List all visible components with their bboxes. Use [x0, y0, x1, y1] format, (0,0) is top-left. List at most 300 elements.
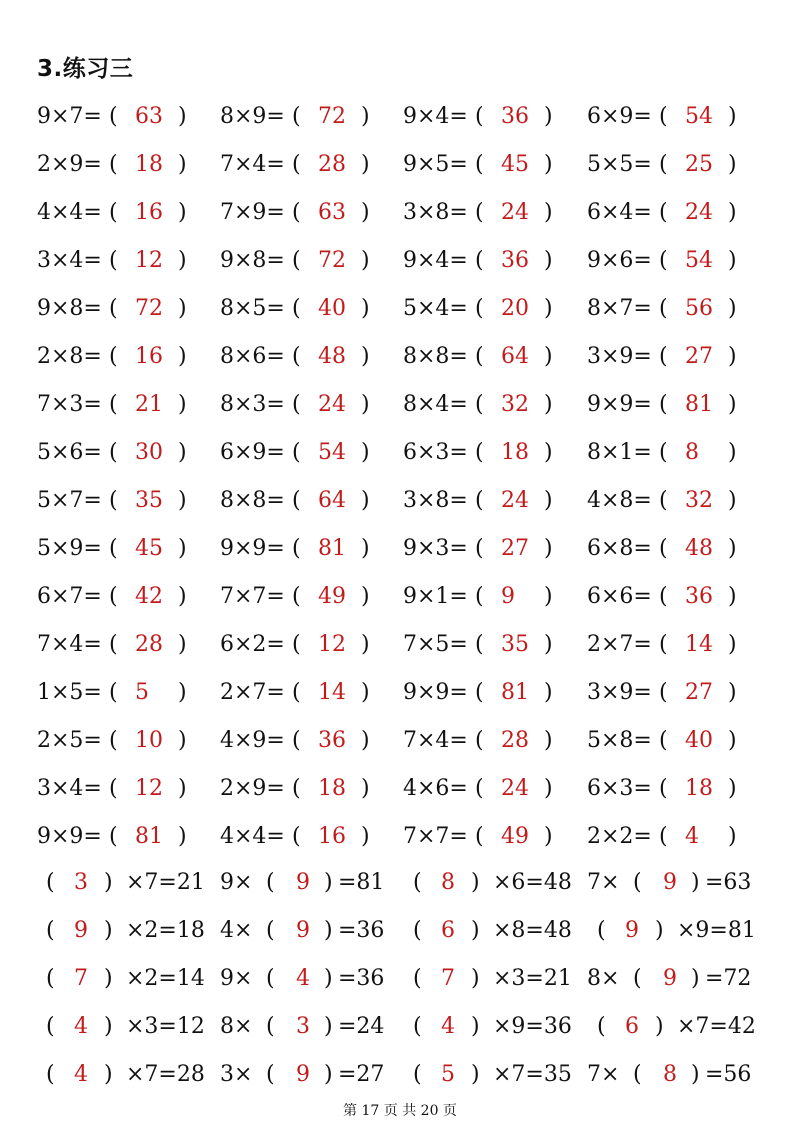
open-paren: ( [109, 392, 118, 417]
multiplication-problem [403, 289, 578, 329]
answer: 9 [296, 1062, 310, 1087]
open-paren: ( [292, 584, 301, 609]
answer: 21 [135, 392, 163, 417]
equation: 2×8= [37, 344, 102, 369]
problem-row [0, 959, 800, 999]
close-paren: ) [544, 584, 553, 609]
problem-row [0, 721, 800, 761]
equation-suffix: ×6=48 [493, 870, 572, 895]
close-paren: ) [471, 918, 480, 943]
problem-row [0, 577, 800, 617]
equation-suffix: ×8=48 [493, 918, 572, 943]
missing-factor-problem [46, 911, 226, 951]
answer: 6 [625, 1014, 639, 1039]
equation-suffix: ×7=21 [126, 870, 205, 895]
equation-suffix: =36 [338, 918, 385, 943]
multiplication-problem [37, 529, 212, 569]
equation-suffix: =24 [338, 1014, 385, 1039]
multiplication-problem [403, 817, 578, 857]
open-paren: ( [292, 440, 301, 465]
equation: 6×4= [587, 200, 652, 225]
open-paren: ( [292, 392, 301, 417]
equation: 5×9= [37, 536, 102, 561]
equation: 9×9= [220, 536, 285, 561]
answer: 48 [685, 536, 713, 561]
multiplication-problem [37, 337, 212, 377]
close-paren: ) [544, 200, 553, 225]
answer: 9 [501, 584, 515, 609]
open-paren: ( [659, 296, 668, 321]
close-paren: ) [728, 776, 737, 801]
close-paren: ) [691, 966, 700, 991]
problem-row [0, 433, 800, 473]
close-paren: ) [324, 966, 333, 991]
open-paren: ( [413, 918, 422, 943]
open-paren: ( [659, 584, 668, 609]
open-paren: ( [659, 632, 668, 657]
open-paren: ( [413, 870, 422, 895]
open-paren: ( [475, 584, 484, 609]
equation: 6×6= [587, 584, 652, 609]
answer: 72 [135, 296, 163, 321]
open-paren: ( [659, 392, 668, 417]
equation: 2×5= [37, 728, 102, 753]
open-paren: ( [475, 776, 484, 801]
equation: 9×6= [587, 248, 652, 273]
multiplication-problem [220, 145, 395, 185]
answer: 64 [501, 344, 529, 369]
multiplication-problem [37, 769, 212, 809]
answer: 4 [74, 1014, 88, 1039]
equation-suffix: ×7=28 [126, 1062, 205, 1087]
answer: 49 [318, 584, 346, 609]
equation: 8×5= [220, 296, 285, 321]
equation: 6×9= [220, 440, 285, 465]
answer: 28 [318, 152, 346, 177]
missing-factor-problem [403, 1055, 583, 1095]
close-paren: ) [361, 584, 370, 609]
answer: 9 [625, 918, 639, 943]
open-paren: ( [109, 248, 118, 273]
open-paren: ( [109, 536, 118, 561]
close-paren: ) [324, 918, 333, 943]
close-paren: ) [178, 728, 187, 753]
answer: 81 [501, 680, 529, 705]
open-paren: ( [475, 632, 484, 657]
close-paren: ) [544, 488, 553, 513]
close-paren: ) [178, 488, 187, 513]
problem-row [0, 145, 800, 185]
open-paren: ( [109, 632, 118, 657]
answer: 12 [135, 248, 163, 273]
answer: 32 [501, 392, 529, 417]
answer: 24 [501, 776, 529, 801]
equation: 5×8= [587, 728, 652, 753]
close-paren: ) [361, 632, 370, 657]
multiplication-problem [587, 721, 762, 761]
answer: 5 [135, 680, 149, 705]
multiplication-problem [587, 337, 762, 377]
answer: 36 [685, 584, 713, 609]
answer: 18 [135, 152, 163, 177]
equation: 9×4= [403, 248, 468, 273]
open-paren: ( [292, 632, 301, 657]
close-paren: ) [728, 392, 737, 417]
multiplication-problem [220, 97, 395, 137]
answer: 27 [501, 536, 529, 561]
answer: 8 [441, 870, 455, 895]
open-paren: ( [266, 966, 275, 991]
answer: 36 [501, 104, 529, 129]
problem-row [0, 385, 800, 425]
missing-factor-problem [220, 863, 400, 903]
close-paren: ) [544, 344, 553, 369]
answer: 6 [441, 918, 455, 943]
multiplication-problem [220, 817, 395, 857]
answer: 25 [685, 152, 713, 177]
equation: 2×7= [587, 632, 652, 657]
multiplication-problem [37, 625, 212, 665]
multiplication-problem [587, 193, 762, 233]
open-paren: ( [659, 440, 668, 465]
close-paren: ) [471, 1014, 480, 1039]
equation-suffix: ×9=81 [677, 918, 756, 943]
close-paren: ) [544, 632, 553, 657]
answer: 27 [685, 344, 713, 369]
problem-row [0, 241, 800, 281]
equation: 8×7= [587, 296, 652, 321]
close-paren: ) [544, 680, 553, 705]
equation: 8×6= [220, 344, 285, 369]
answer: 81 [685, 392, 713, 417]
multiplication-problem [403, 385, 578, 425]
open-paren: ( [109, 344, 118, 369]
close-paren: ) [178, 632, 187, 657]
equation-prefix: 4× [220, 918, 253, 943]
missing-factor-problem [46, 959, 226, 999]
open-paren: ( [292, 104, 301, 129]
equation: 2×2= [587, 824, 652, 849]
close-paren: ) [104, 1014, 113, 1039]
close-paren: ) [178, 392, 187, 417]
answer: 32 [685, 488, 713, 513]
multiplication-problem [587, 529, 762, 569]
multiplication-problem [37, 289, 212, 329]
close-paren: ) [361, 392, 370, 417]
equation: 6×7= [37, 584, 102, 609]
equation: 9×4= [403, 104, 468, 129]
close-paren: ) [471, 1062, 480, 1087]
close-paren: ) [691, 1062, 700, 1087]
open-paren: ( [292, 680, 301, 705]
multiplication-problem [403, 529, 578, 569]
problem-row [0, 529, 800, 569]
close-paren: ) [361, 344, 370, 369]
equation: 8×8= [220, 488, 285, 513]
equation: 9×1= [403, 584, 468, 609]
open-paren: ( [475, 392, 484, 417]
answer: 20 [501, 296, 529, 321]
multiplication-problem [220, 289, 395, 329]
equation: 5×4= [403, 296, 468, 321]
close-paren: ) [178, 584, 187, 609]
page-footer: 第 17 页 共 20 页 [343, 1103, 457, 1119]
multiplication-problem [403, 97, 578, 137]
equation-prefix: 8× [220, 1014, 253, 1039]
answer: 24 [501, 488, 529, 513]
open-paren: ( [266, 870, 275, 895]
missing-factor-problem [403, 959, 583, 999]
answer: 24 [318, 392, 346, 417]
multiplication-problem [220, 385, 395, 425]
multiplication-problem [403, 625, 578, 665]
close-paren: ) [104, 918, 113, 943]
open-paren: ( [475, 440, 484, 465]
answer: 9 [296, 870, 310, 895]
equation-prefix: 7× [587, 870, 620, 895]
close-paren: ) [361, 680, 370, 705]
close-paren: ) [178, 104, 187, 129]
equation: 9×9= [403, 680, 468, 705]
equation: 4×4= [220, 824, 285, 849]
open-paren: ( [475, 728, 484, 753]
open-paren: ( [292, 200, 301, 225]
open-paren: ( [475, 200, 484, 225]
answer: 36 [501, 248, 529, 273]
problem-row [0, 337, 800, 377]
problem-row [0, 481, 800, 521]
equation: 7×4= [37, 632, 102, 657]
multiplication-problem [403, 337, 578, 377]
close-paren: ) [324, 870, 333, 895]
missing-factor-problem [46, 863, 226, 903]
answer: 63 [318, 200, 346, 225]
open-paren: ( [109, 824, 118, 849]
open-paren: ( [109, 200, 118, 225]
multiplication-problem [403, 145, 578, 185]
equation: 2×7= [220, 680, 285, 705]
open-paren: ( [46, 870, 55, 895]
answer: 14 [685, 632, 713, 657]
open-paren: ( [475, 824, 484, 849]
open-paren: ( [109, 104, 118, 129]
multiplication-problem [37, 673, 212, 713]
close-paren: ) [361, 536, 370, 561]
equation-prefix: 9× [220, 966, 253, 991]
problem-row [0, 769, 800, 809]
equation: 3×9= [587, 680, 652, 705]
close-paren: ) [104, 966, 113, 991]
equation-suffix: ×2=18 [126, 918, 205, 943]
open-paren: ( [475, 680, 484, 705]
equation: 6×3= [587, 776, 652, 801]
missing-factor-problem [46, 1007, 226, 1047]
answer: 72 [318, 248, 346, 273]
equation: 5×7= [37, 488, 102, 513]
close-paren: ) [728, 296, 737, 321]
equation: 7×7= [403, 824, 468, 849]
open-paren: ( [659, 248, 668, 273]
open-paren: ( [633, 966, 642, 991]
close-paren: ) [728, 152, 737, 177]
open-paren: ( [292, 296, 301, 321]
answer: 35 [501, 632, 529, 657]
problem-row [0, 1007, 800, 1047]
answer: 54 [685, 104, 713, 129]
open-paren: ( [292, 824, 301, 849]
close-paren: ) [361, 152, 370, 177]
problem-row [0, 863, 800, 903]
close-paren: ) [728, 728, 737, 753]
open-paren: ( [659, 776, 668, 801]
equation-suffix: =27 [338, 1062, 385, 1087]
multiplication-problem [220, 577, 395, 617]
equation: 4×9= [220, 728, 285, 753]
equation-suffix: ×7=35 [493, 1062, 572, 1087]
close-paren: ) [544, 248, 553, 273]
answer: 12 [135, 776, 163, 801]
missing-factor-problem [587, 1007, 767, 1047]
answer: 7 [441, 966, 455, 991]
open-paren: ( [292, 248, 301, 273]
multiplication-problem [220, 673, 395, 713]
answer: 14 [318, 680, 346, 705]
close-paren: ) [178, 536, 187, 561]
open-paren: ( [109, 488, 118, 513]
open-paren: ( [475, 104, 484, 129]
close-paren: ) [178, 296, 187, 321]
close-paren: ) [544, 440, 553, 465]
equation: 1×5= [37, 680, 102, 705]
answer: 4 [441, 1014, 455, 1039]
open-paren: ( [46, 966, 55, 991]
close-paren: ) [728, 536, 737, 561]
open-paren: ( [659, 104, 668, 129]
open-paren: ( [475, 248, 484, 273]
open-paren: ( [659, 200, 668, 225]
open-paren: ( [292, 776, 301, 801]
answer: 3 [296, 1014, 310, 1039]
answer: 4 [296, 966, 310, 991]
answer: 54 [685, 248, 713, 273]
multiplication-problem [37, 481, 212, 521]
close-paren: ) [361, 104, 370, 129]
open-paren: ( [46, 1014, 55, 1039]
equation: 9×9= [37, 824, 102, 849]
close-paren: ) [361, 824, 370, 849]
equation: 8×1= [587, 440, 652, 465]
close-paren: ) [655, 918, 664, 943]
multiplication-problem [220, 241, 395, 281]
equation: 2×9= [220, 776, 285, 801]
problem-row [0, 625, 800, 665]
multiplication-problem [587, 145, 762, 185]
open-paren: ( [597, 918, 606, 943]
missing-factor-problem [587, 1055, 767, 1095]
close-paren: ) [361, 488, 370, 513]
equation: 2×9= [37, 152, 102, 177]
multiplication-problem [403, 769, 578, 809]
answer: 45 [501, 152, 529, 177]
equation: 9×7= [37, 104, 102, 129]
open-paren: ( [266, 1062, 275, 1087]
close-paren: ) [471, 966, 480, 991]
answer: 10 [135, 728, 163, 753]
answer: 48 [318, 344, 346, 369]
answer: 18 [685, 776, 713, 801]
multiplication-problem [587, 481, 762, 521]
close-paren: ) [544, 824, 553, 849]
open-paren: ( [475, 536, 484, 561]
close-paren: ) [178, 344, 187, 369]
answer: 8 [685, 440, 699, 465]
open-paren: ( [659, 488, 668, 513]
open-paren: ( [46, 1062, 55, 1087]
open-paren: ( [659, 680, 668, 705]
multiplication-problem [587, 97, 762, 137]
open-paren: ( [292, 536, 301, 561]
close-paren: ) [544, 776, 553, 801]
close-paren: ) [361, 248, 370, 273]
problem-row [0, 911, 800, 951]
answer: 9 [663, 966, 677, 991]
multiplication-problem [403, 721, 578, 761]
multiplication-problem [37, 385, 212, 425]
equation-suffix: =56 [705, 1062, 752, 1087]
close-paren: ) [178, 680, 187, 705]
open-paren: ( [292, 488, 301, 513]
multiplication-problem [403, 241, 578, 281]
equation: 6×3= [403, 440, 468, 465]
multiplication-problem [587, 625, 762, 665]
close-paren: ) [178, 776, 187, 801]
close-paren: ) [728, 344, 737, 369]
open-paren: ( [266, 918, 275, 943]
close-paren: ) [361, 200, 370, 225]
open-paren: ( [633, 870, 642, 895]
answer: 9 [296, 918, 310, 943]
multiplication-problem [587, 289, 762, 329]
multiplication-problem [37, 241, 212, 281]
close-paren: ) [104, 870, 113, 895]
missing-factor-problem [220, 911, 400, 951]
equation: 7×7= [220, 584, 285, 609]
equation: 7×4= [403, 728, 468, 753]
multiplication-problem [220, 481, 395, 521]
equation-prefix: 9× [220, 870, 253, 895]
missing-factor-problem [403, 911, 583, 951]
multiplication-problem [220, 721, 395, 761]
close-paren: ) [728, 248, 737, 273]
answer: 54 [318, 440, 346, 465]
close-paren: ) [544, 392, 553, 417]
multiplication-problem [37, 433, 212, 473]
missing-factor-problem [403, 863, 583, 903]
equation-prefix: 7× [587, 1062, 620, 1087]
close-paren: ) [361, 728, 370, 753]
multiplication-problem [37, 145, 212, 185]
answer: 45 [135, 536, 163, 561]
equation-prefix: 8× [587, 966, 620, 991]
open-paren: ( [292, 344, 301, 369]
answer: 35 [135, 488, 163, 513]
answer: 12 [318, 632, 346, 657]
multiplication-problem [587, 577, 762, 617]
answer: 72 [318, 104, 346, 129]
open-paren: ( [633, 1062, 642, 1087]
equation-suffix: =81 [338, 870, 385, 895]
close-paren: ) [544, 296, 553, 321]
